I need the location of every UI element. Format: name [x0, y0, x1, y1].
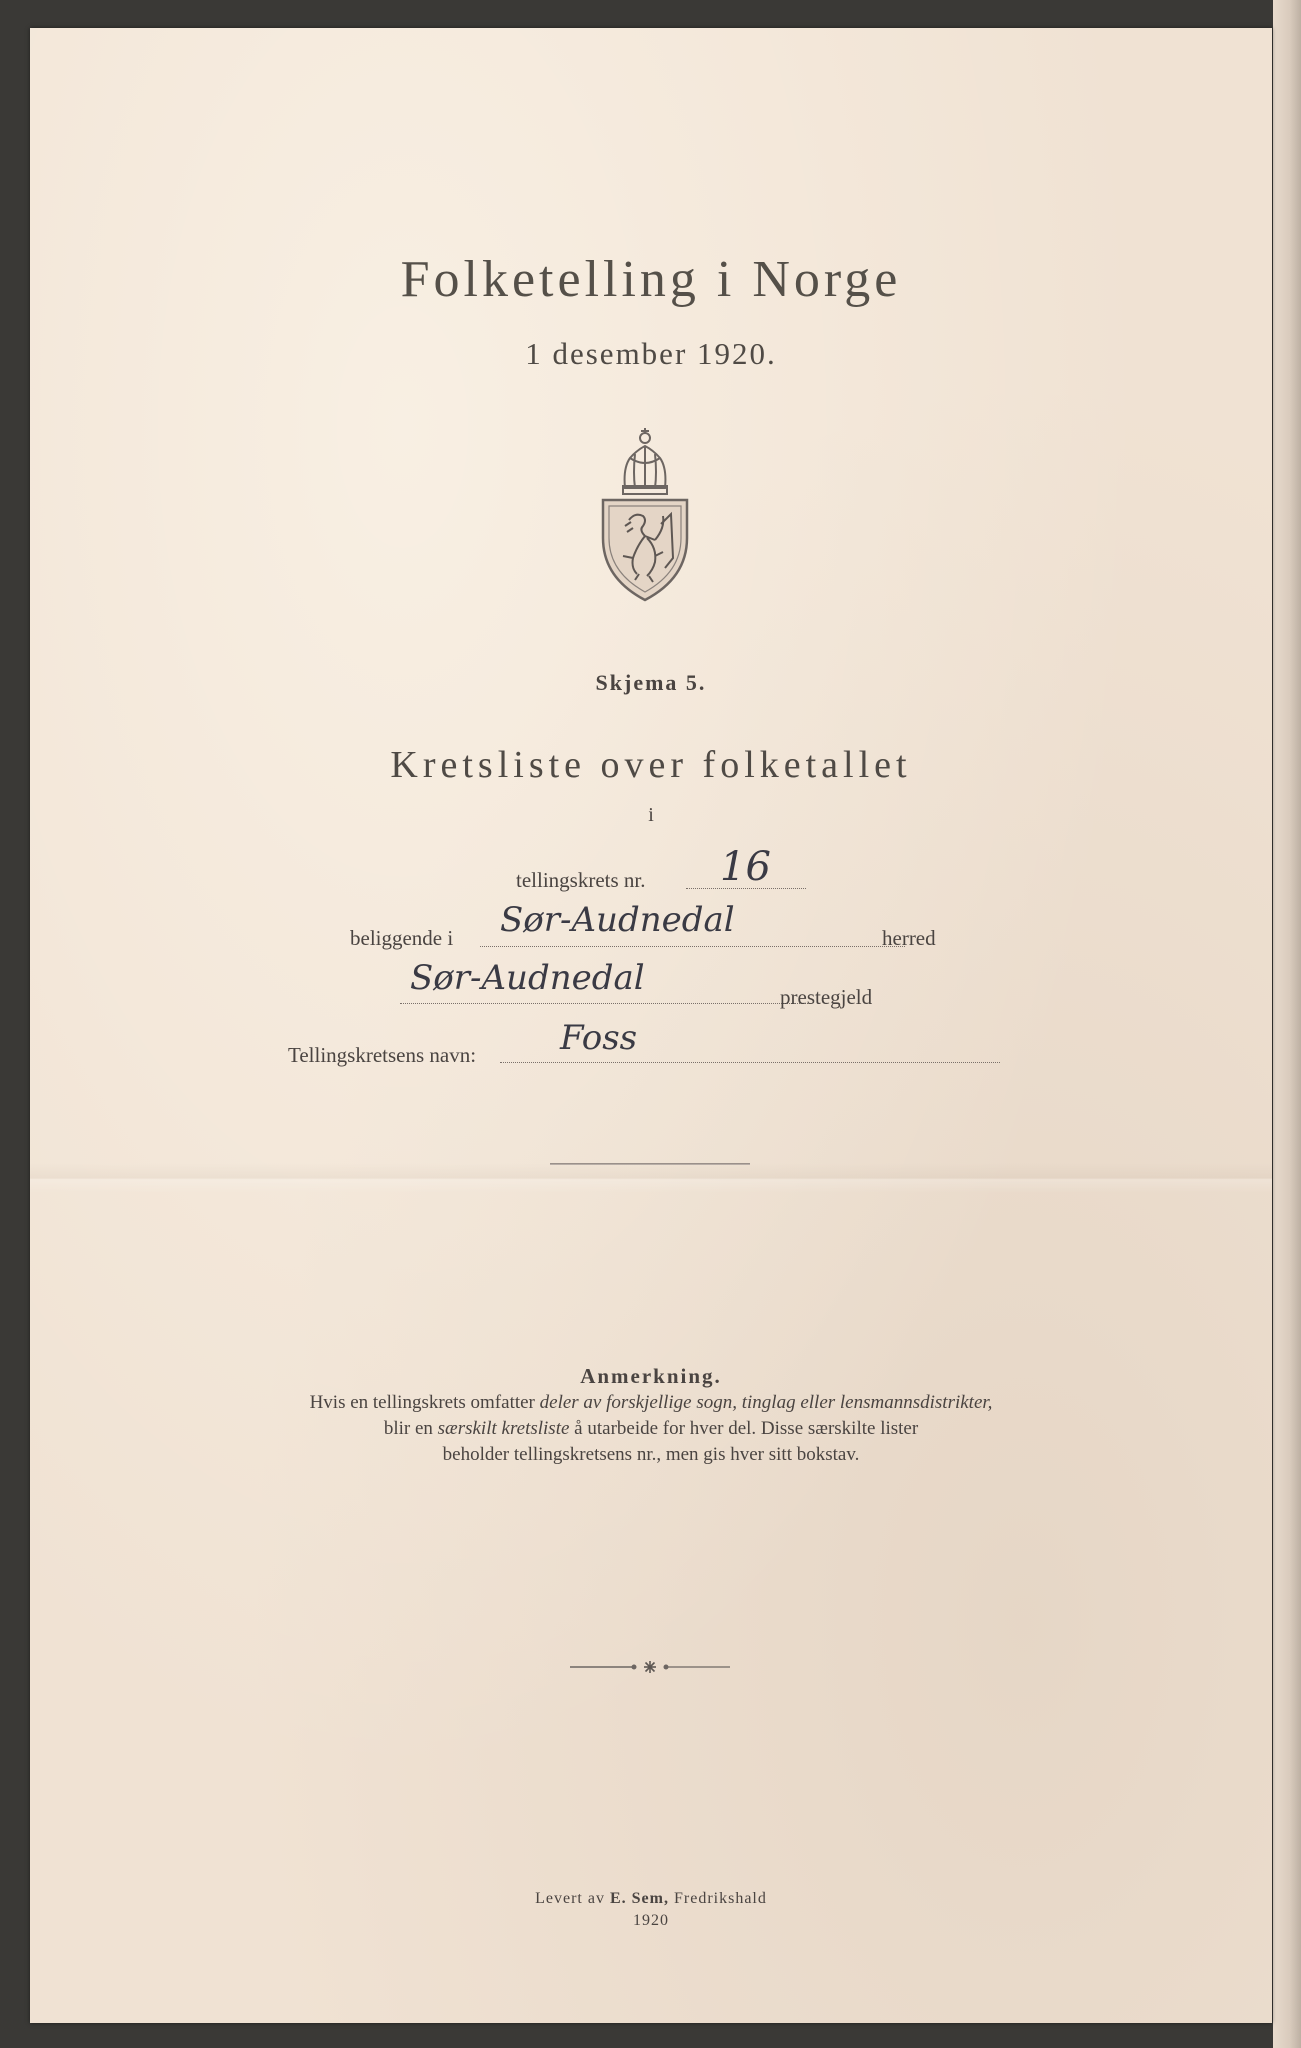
census-form-page: [30, 28, 1272, 2023]
census-date: 1 desember 1920.: [525, 336, 777, 371]
herred-label: herred: [882, 926, 936, 950]
schema-number: Skjema 5.: [595, 670, 707, 695]
located-in-value: Sør-Audnedal: [500, 900, 735, 940]
printer-year: 1920: [633, 1912, 669, 1929]
note-heading: Anmerkning.: [580, 1364, 722, 1388]
district-name-line: [500, 1062, 1000, 1063]
district-number-label: tellingskrets nr.: [516, 868, 646, 892]
parish-line: [400, 1003, 808, 1004]
located-in-label: beliggende i: [350, 926, 454, 950]
note-line-3: beholder tellingskretsens nr., men gis hver sitt bokstav.: [442, 1444, 860, 1465]
district-number-value: 16: [720, 844, 771, 890]
coat-of-arms-icon: [595, 428, 695, 603]
page-title: Folketelling i Norge: [400, 251, 902, 308]
form-subtitle: Kretsliste over folketallet: [390, 744, 912, 786]
preposition-i: i: [648, 804, 654, 826]
parish-value: Sør-Audnedal: [410, 958, 645, 998]
located-in-line: [480, 946, 905, 947]
note-line-2: blir en særskilt kretsliste å utarbeide for hver del. Disse særskilte lister: [383, 1418, 919, 1439]
section-divider: [550, 1163, 750, 1165]
printer-line: Levert av E. Sem, Fredrikshald: [535, 1890, 767, 1907]
note-text: [210, 1390, 1092, 1468]
ornament-divider-icon: [570, 1660, 730, 1674]
page-edge: [1273, 0, 1301, 2048]
paper-fold-crease: [30, 1163, 1272, 1193]
printer-imprint: [30, 1888, 1272, 1932]
district-name-value: Foss: [560, 1018, 638, 1058]
parish-label: prestegjeld: [780, 985, 873, 1009]
district-name-label: Tellingskretsens navn:: [288, 1043, 477, 1067]
note-line-1: Hvis en tellingskrets omfatter deler av forskjellige sogn, tinglag eller lensmannsdistrikter,: [309, 1392, 993, 1413]
